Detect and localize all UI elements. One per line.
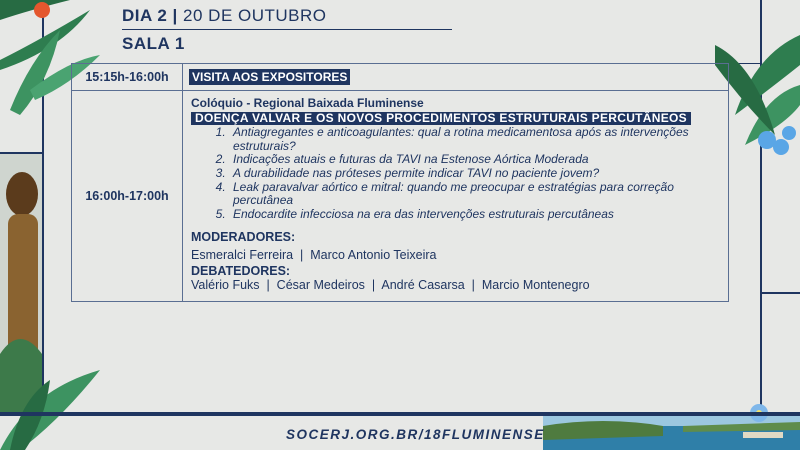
header-divider	[122, 29, 452, 30]
list-item: 1. Antiagregantes e anticoagulantes: qual a rotina medicamentosa após as intervenções estruturais?	[229, 126, 720, 153]
room-title: SALA 1	[122, 34, 185, 53]
event-date: 20 DE OUTUBRO	[183, 6, 327, 25]
debaters-names: Valério Fuks | César Medeiros | André Casarsa | Marcio Montenegro	[191, 278, 590, 293]
schedule-table	[71, 63, 729, 302]
activity-cell	[183, 64, 729, 91]
activity-title: VISITA AOS EXPOSITORES	[189, 69, 350, 85]
moderators-label: MODERADORES:	[191, 230, 296, 245]
session-heading: DOENÇA VALVAR E OS NOVOS PROCEDIMENTOS ESTRUTURAIS PERCUTÂNEOS	[191, 112, 691, 126]
day-header	[122, 6, 327, 26]
schedule-row-colloquium	[72, 91, 729, 302]
list-item: 2. Indicações atuais e futuras da TAVI na Estenose Aórtica Moderada	[229, 153, 720, 167]
time-slot: 16:00h-17:00h	[72, 91, 183, 302]
footer-url[interactable]: SOCERJ.ORG.BR/18FLUMINENSE	[286, 427, 545, 442]
list-item: 5. Endocardite infecciosa na era das intervenções estruturais percutâneas	[229, 208, 720, 222]
topic-list	[191, 126, 720, 221]
moderators-names: Esmeralci Ferreira | Marco Antonio Teixeira	[191, 247, 437, 262]
frame-line-right-mid	[760, 292, 800, 294]
list-item: 3. A durabilidade nas próteses permite indicar TAVI no paciente jovem?	[229, 167, 720, 181]
session-name: Colóquio - Regional Baixada Fluminense	[191, 96, 424, 110]
day-label: DIA 2 |	[122, 6, 178, 25]
list-item: 4. Leak paravalvar aórtico e mitral: quando me preocupar e estratégias para correção percutânea	[229, 181, 720, 208]
debaters-label: DEBATEDORES:	[191, 263, 291, 278]
time-slot: 15:15h-16:00h	[72, 64, 183, 91]
schedule-row-visit	[72, 64, 729, 91]
palm-leaves-bottom-left-decoration	[0, 350, 110, 450]
flower-icon	[34, 2, 50, 18]
session-cell	[183, 91, 729, 302]
footer-band	[0, 412, 800, 416]
